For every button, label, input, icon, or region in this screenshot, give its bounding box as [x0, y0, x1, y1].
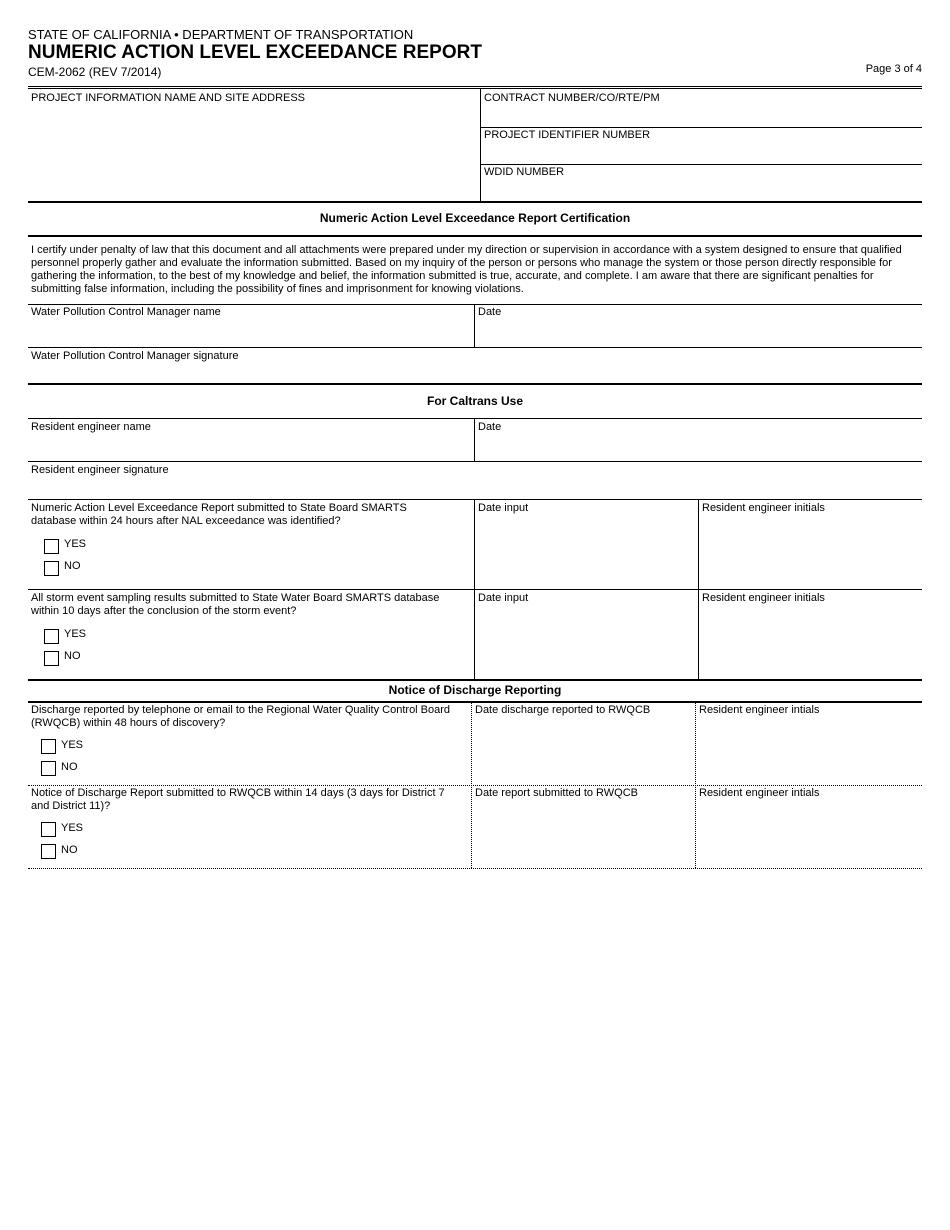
divider [28, 589, 922, 590]
manager-date-field[interactable] [478, 321, 918, 345]
section-rule [28, 383, 922, 385]
discharge-telephone-yes-checkbox[interactable] [41, 739, 56, 754]
project-divider [480, 89, 481, 202]
caltrans-title: For Caltrans Use [426, 394, 524, 408]
section-rule [28, 235, 922, 237]
manager-signature-field[interactable] [31, 364, 915, 384]
engineer-signature-label: Resident engineer signature [31, 464, 169, 476]
engineer-name-field[interactable] [31, 436, 471, 460]
discharge-report-date-field[interactable] [475, 803, 693, 827]
form-id: CEM-2062 (REV 7/2014) [28, 65, 162, 79]
project-info-label: PROJECT INFORMATION NAME AND SITE ADDRESS [31, 92, 306, 104]
no-label: NO [61, 761, 78, 773]
wdid-number-field[interactable] [484, 180, 918, 200]
smarts-nal-yes-checkbox[interactable] [44, 539, 59, 554]
section-rule [28, 701, 922, 703]
discharge-reported-initials-label: Resident engineer intials [699, 704, 820, 716]
storm-sampling-date-label: Date input [478, 592, 529, 604]
discharge-telephone-no-checkbox[interactable] [41, 761, 56, 776]
smarts-nal-question: Numeric Action Level Exceedance Report submitted to State Board SMARTS database within 24 hours after NAL exceedance was identified? [31, 502, 407, 527]
storm-sampling-initials-field[interactable] [702, 608, 920, 632]
manager-name-label: Water Pollution Control Manager name [31, 306, 221, 318]
engineer-date-label: Date [478, 421, 502, 433]
section-rule [28, 679, 922, 681]
yes-label: YES [61, 822, 84, 834]
engineer-signature-field[interactable] [31, 478, 915, 498]
storm-sampling-date-field[interactable] [478, 608, 696, 632]
divider [481, 127, 922, 128]
divider [28, 418, 922, 419]
project-identifier-label: PROJECT IDENTIFIER NUMBER [484, 129, 651, 141]
divider [481, 164, 922, 165]
discharge-report-yes-checkbox[interactable] [41, 822, 56, 837]
smarts-nal-no-checkbox[interactable] [44, 561, 59, 576]
discharge-report-date-label: Date report submitted to RWQCB [475, 787, 639, 799]
storm-sampling-yes-checkbox[interactable] [44, 629, 59, 644]
divider [28, 304, 922, 305]
yes-label: YES [64, 628, 87, 640]
discharge-report-no-checkbox[interactable] [41, 844, 56, 859]
discharge-reported-date-label: Date discharge reported to RWQCB [475, 704, 651, 716]
divider [474, 418, 475, 461]
discharge-report-initials-field[interactable] [699, 803, 917, 827]
no-label: NO [64, 560, 81, 572]
storm-sampling-no-checkbox[interactable] [44, 651, 59, 666]
discharge-report-initials-label: Resident engineer intials [699, 787, 820, 799]
engineer-date-field[interactable] [478, 436, 918, 460]
divider [474, 304, 475, 347]
project-identifier-field[interactable] [484, 143, 918, 163]
storm-sampling-question: All storm event sampling results submitted to State Water Board SMARTS database within 10 days after the conclusion of the storm event? [31, 592, 440, 617]
certification-title: Numeric Action Level Exceedance Report Certification [319, 211, 631, 225]
certification-text: I certify under penalty of law that this document and all attachments were prepared under my direction or supervision in accordance with a system designed to ensure that qualified personnel properly gather and evaluate the information submitted. Based on my inquiry of the person or persons who manage the system or those person directly responsible for gathering the information, to the best of my knowledge and belief, the information submitted is true, accurate, and complete. I am aware that there are significant penalties for submitting false information, including the possibility of fines and imprisonment for knowing violations. [31, 244, 902, 295]
page-number: Page 3 of 4 [865, 63, 922, 75]
yes-label: YES [61, 739, 84, 751]
divider [28, 461, 922, 462]
manager-name-field[interactable] [31, 321, 471, 345]
discharge-telephone-question: Discharge reported by telephone or email to the Regional Water Quality Control Board (RWQCB) within 48 hours of discovery? [31, 704, 451, 729]
storm-sampling-initials-label: Resident engineer initials [702, 592, 825, 604]
smarts-nal-initials-field[interactable] [702, 518, 920, 542]
form-title: NUMERIC ACTION LEVEL EXCEEDANCE REPORT [28, 42, 482, 63]
project-info-field[interactable] [31, 108, 475, 200]
smarts-nal-initials-label: Resident engineer initials [702, 502, 825, 514]
discharge-reported-initials-field[interactable] [699, 720, 917, 744]
yes-label: YES [64, 538, 87, 550]
wdid-number-label: WDID NUMBER [484, 166, 565, 178]
contract-number-label: CONTRACT NUMBER/CO/RTE/PM [484, 92, 660, 104]
top-rule [28, 86, 922, 89]
discharge-title: Notice of Discharge Reporting [388, 683, 562, 697]
bottom-rule [28, 868, 922, 869]
manager-signature-label: Water Pollution Control Manager signature [31, 350, 239, 362]
discharge-reported-date-field[interactable] [475, 720, 693, 744]
no-label: NO [61, 844, 78, 856]
smarts-nal-date-label: Date input [478, 502, 529, 514]
manager-date-label: Date [478, 306, 502, 318]
divider [28, 499, 922, 500]
divider [28, 347, 922, 348]
no-label: NO [64, 650, 81, 662]
smarts-nal-date-field[interactable] [478, 518, 696, 542]
engineer-name-label: Resident engineer name [31, 421, 151, 433]
divider [28, 785, 922, 786]
discharge-report-question: Notice of Discharge Report submitted to RWQCB within 14 days (3 days for District 7 and District 11)? [31, 787, 445, 812]
contract-number-field[interactable] [484, 106, 918, 126]
agency-line: STATE OF CALIFORNIA • DEPARTMENT OF TRANSPORTATION [28, 27, 414, 42]
section-rule [28, 201, 922, 203]
